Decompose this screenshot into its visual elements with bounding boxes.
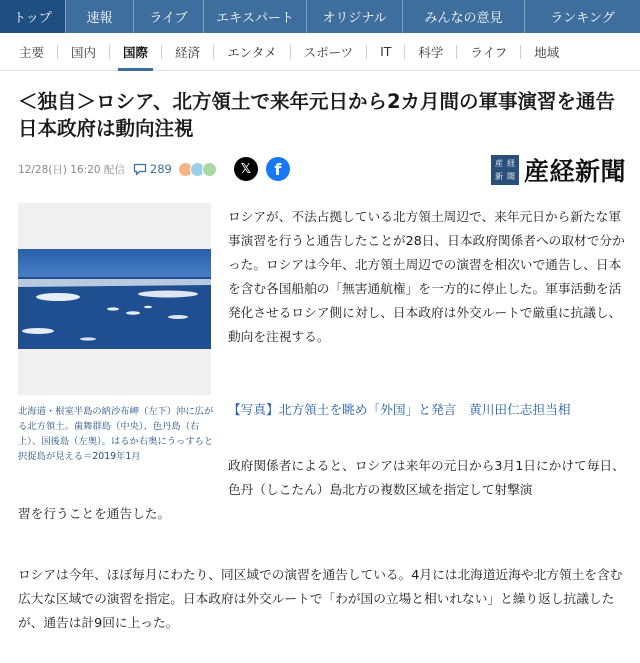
paragraph-2-wrapped-text: 政府関係者によると、ロシアは来年の元日から3月1日にかけて毎日、色丹（しこたん）島北方の複数区域を指定して射撃演 — [228, 458, 625, 497]
category-international[interactable]: 国際 — [110, 33, 161, 71]
article-photo[interactable] — [18, 203, 211, 395]
category-sports[interactable]: スポーツ — [303, 44, 354, 60]
source-name: 産経新聞 — [523, 157, 626, 186]
article-headline: ＜独自＞ロシア、北方領土で来年元日から2カ月間の軍事演習を通告 日本政府は動向注視 — [18, 90, 635, 140]
photo-caption: 北海道・根室半島の納沙布岬（左下）沖に広がる北方領土。歯舞群島（中央）、色丹島（右上）、国後島（左奥）。はるか右奥にうっすらと択捉島が見える＝2019年1月 — [18, 406, 214, 462]
tab-top[interactable]: トップ — [0, 0, 65, 33]
category-it[interactable]: IT — [380, 44, 392, 59]
article-paragraph-3: ロシアは今年、ほぼ毎月にわたり、同区域での演習を通告している。4月には北海道近海や北方領土を含む広大な区域での演習を指定。日本政府は外交ルートで「わが国の立場と相いれない」と繰り返し抗議したが、通告は計9回に上った。 — [18, 567, 623, 630]
tab-live[interactable]: ライブ — [133, 0, 203, 33]
top-navigation — [0, 0, 640, 33]
reaction-face-icon — [202, 162, 217, 177]
article-paragraph-1: ロシアが、不法占拠している北方領土周辺で、来年元日から新たな軍事演習を行うと通告したことが28日、日本政府関係者への取材で分かった。ロシアは今年、北方領土周辺での演習を相次いで通告し、日本を含む各国船舶の「無害通航権」を一方的に停止した。軍事活動を活発化させるロシア側に対し、日本政府は外交ルートで厳重に抗議し、動向を注視する。 — [228, 209, 625, 344]
category-local[interactable]: 地域 — [534, 44, 560, 60]
x-share-icon[interactable]: 𝕏 — [234, 157, 258, 181]
tab-opinions[interactable]: みんなの意見 — [402, 0, 524, 33]
comment-link[interactable] — [133, 162, 172, 176]
tab-breaking[interactable]: 速報 — [65, 0, 133, 33]
tab-expert[interactable]: エキスパート — [203, 0, 306, 33]
comment-count: 289 — [149, 162, 172, 176]
aerial-islands-image — [18, 249, 211, 349]
category-main[interactable]: 主要 — [19, 44, 45, 60]
category-life[interactable]: ライフ — [470, 44, 508, 60]
category-domestic[interactable]: 国内 — [71, 44, 97, 60]
category-entertainment[interactable]: エンタメ — [227, 44, 277, 60]
category-economy[interactable]: 経済 — [175, 44, 201, 60]
paragraph-2-tail: 習を行うことを通告した。 — [18, 506, 171, 521]
category-science[interactable]: 科学 — [418, 44, 444, 60]
comment-icon — [133, 163, 147, 176]
tab-ranking[interactable]: ランキング — [524, 0, 640, 33]
reaction-faces-icon[interactable] — [178, 162, 214, 177]
category-navigation — [0, 33, 640, 71]
article-paragraph-2 — [18, 454, 628, 526]
related-photo-link[interactable]: 【写真】北方領土を眺め「外国」と発言 黄川田仁志担当相 — [228, 402, 571, 417]
tab-original[interactable]: オリジナル — [306, 0, 402, 33]
source-brand[interactable] — [491, 155, 626, 185]
source-seal-logo: 産 経 新 聞 — [491, 155, 519, 185]
facebook-share-icon[interactable]: f — [266, 157, 290, 181]
publish-datetime: 12/28(日) 16:20 配信 — [18, 163, 125, 176]
